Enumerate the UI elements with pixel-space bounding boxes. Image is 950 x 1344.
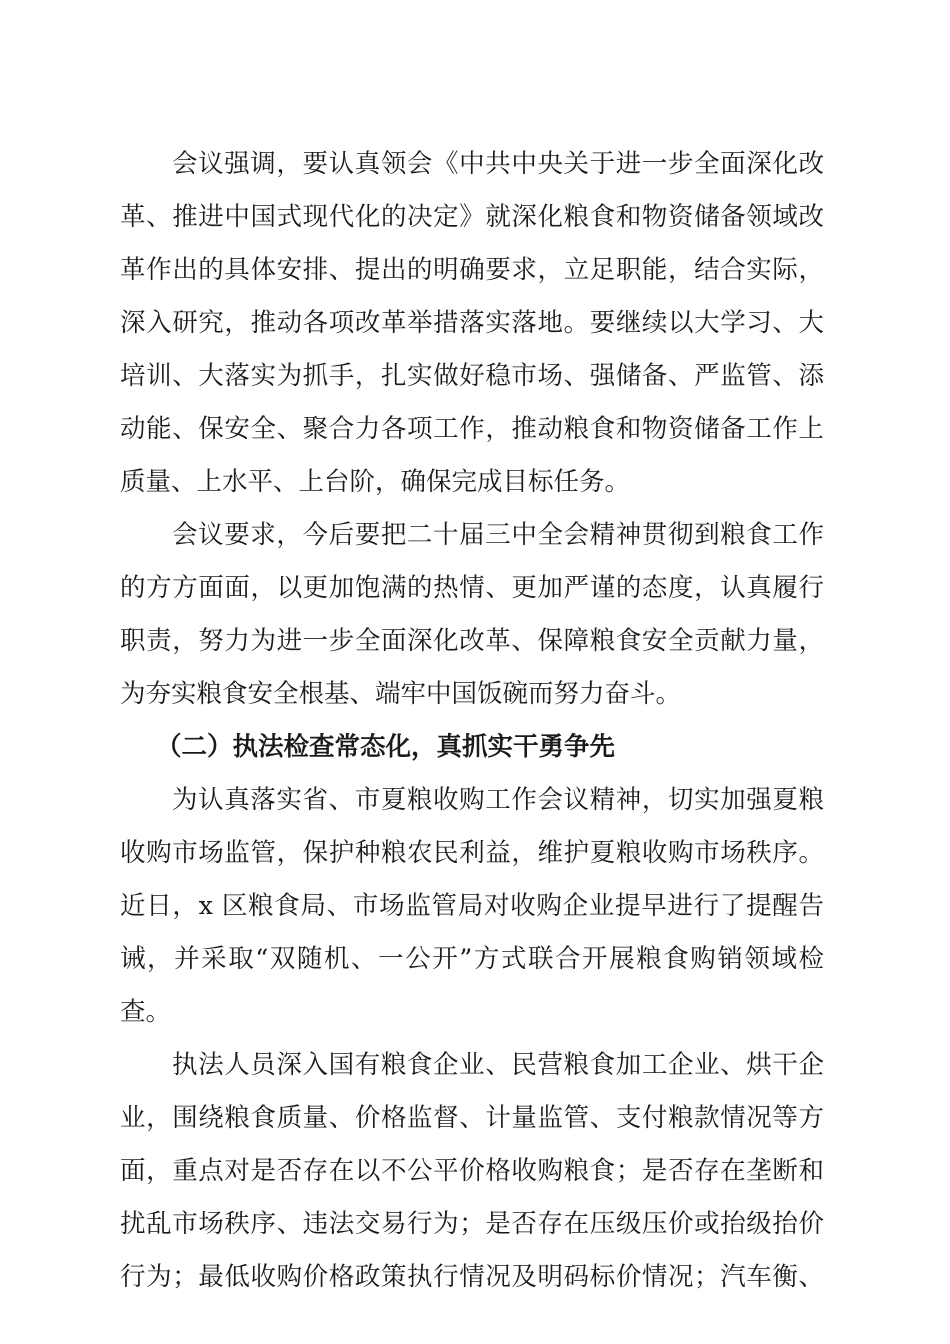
- text-line: 为认真落实省、市夏粮收购工作会议精神，切实加强夏粮: [172, 785, 824, 815]
- text-line: 为夯实粮食安全根基、端牢中国饭碗而努力奋斗。: [120, 679, 682, 709]
- text-line: 执法人员深入国有粮食企业、民营粮食加工企业、烘干企: [172, 1050, 824, 1080]
- text-line: 的方方面面，以更加饱满的热情、更加严谨的态度，认真履行: [120, 573, 824, 603]
- text-line: 会议要求，今后要把二十届三中全会精神贯彻到粮食工作: [172, 520, 824, 550]
- text-line: 查。: [120, 997, 172, 1027]
- text-line: 收购市场监管，保护种粮农民利益，维护夏粮收购市场秩序。: [120, 838, 824, 868]
- paragraph-meeting-requirements: [120, 509, 824, 721]
- text-line: 革作出的具体安排、提出的明确要求，立足职能，结合实际，: [120, 255, 824, 285]
- text-line: 培训、大落实为抓手，扎实做好稳市场、强储备、严监管、添: [120, 361, 824, 391]
- text-line: 近日，x 区粮食局、市场监管局对收购企业提早进行了提醒告: [120, 891, 824, 921]
- paragraph-meeting-emphasis: [120, 138, 824, 509]
- text-line: 会议强调，要认真领会《中共中央关于进一步全面深化改: [172, 149, 824, 179]
- text-line: 动能、保安全、聚合力各项工作，推动粮食和物资储备工作上: [120, 414, 824, 444]
- section-heading: [120, 721, 824, 774]
- text-line: 扰乱市场秩序、违法交易行为；是否存在压级压价或抬级抬价: [120, 1209, 824, 1239]
- section-heading-text: （二）执法检查常态化，真抓实干勇争先: [156, 732, 616, 762]
- text-line: 面，重点对是否存在以不公平价格收购粮食；是否存在垄断和: [120, 1156, 824, 1186]
- text-line: 诫，并采取“双随机、一公开”方式联合开展粮食购销领域检: [120, 944, 824, 974]
- paragraph-summer-grain-purchase: [120, 774, 824, 1039]
- text-line: 业，围绕粮食质量、价格监督、计量监管、支付粮款情况等方: [120, 1103, 824, 1133]
- text-line: 革、推进中国式现代化的决定》就深化粮食和物资储备领域改: [120, 202, 824, 232]
- text-line: 深入研究，推动各项改革举措落实落地。要继续以大学习、大: [120, 308, 824, 338]
- document-page: [120, 138, 824, 1304]
- paragraph-law-enforcement: [120, 1039, 824, 1304]
- text-line: 质量、上水平、上台阶，确保完成目标任务。: [120, 467, 631, 497]
- text-line: 职责，努力为进一步全面深化改革、保障粮食安全贡献力量，: [120, 626, 824, 656]
- text-line: 行为；最低收购价格政策执行情况及明码标价情况；汽车衡、: [120, 1262, 824, 1292]
